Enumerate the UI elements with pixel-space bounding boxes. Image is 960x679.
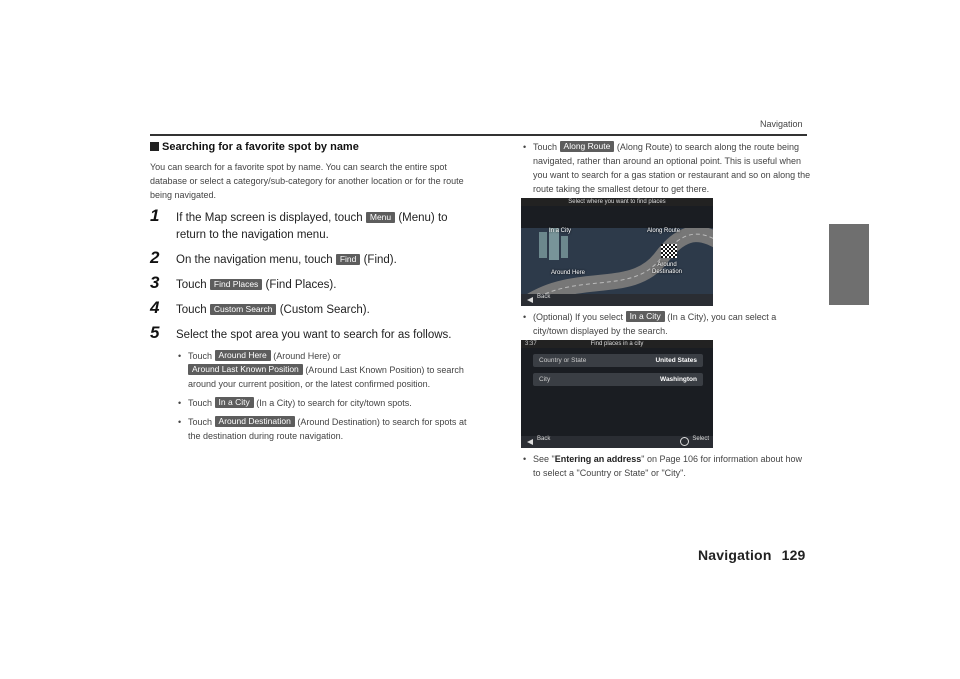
option-around-destination: • Touch Around Destination (Around Destination) to search for spots at the destination during route navigation. xyxy=(176,415,470,443)
custom-search-button: Custom Search xyxy=(210,304,277,315)
clock: 3:37 xyxy=(525,341,537,347)
optional-in-a-city: • (Optional) If you select In a City (In a City), you can select a city/town displayed by the search. xyxy=(521,310,811,338)
step-5: 5 Select the spot area you want to search for as follows. xyxy=(150,323,452,342)
section-title: Searching for a favorite spot by name xyxy=(150,140,470,154)
right-column xyxy=(521,140,811,480)
find-places-button: Find Places xyxy=(210,279,262,290)
screenshot-find-places-in-city xyxy=(521,340,713,448)
step-2: 2 On the navigation menu, touch Find (Find). xyxy=(150,248,397,267)
option-along-route: • Touch Along Route (Along Route) to search along the route being navigated, rather than around an optional point. This is useful when you want to search for a gas station or restaurant and so on along the route taking the smallest detour to get there. xyxy=(521,140,811,196)
around-last-known-position-button: Around Last Known Position xyxy=(188,364,303,375)
page-footer xyxy=(698,547,806,563)
label-in-a-city: In a City xyxy=(549,228,572,234)
find-button: Find xyxy=(336,254,361,265)
footer-section: Navigation xyxy=(698,547,772,563)
section-intro: You can search for a favorite spot by name. You can search the entire spot database or select a category/sub-category for another location or for the route being navigated. xyxy=(150,162,464,200)
see-entering-address: • See "Entering an address" on Page 106 for information about how to select a "Country or State" or "City". xyxy=(521,452,811,480)
step-5-options xyxy=(150,349,470,443)
back-label-2: Back xyxy=(537,436,551,442)
page-number: 129 xyxy=(781,547,806,563)
label-around-here: Around Here xyxy=(551,270,586,276)
checkered-flag-icon xyxy=(661,244,677,258)
menu-button: Menu xyxy=(366,212,395,223)
square-bullet-icon xyxy=(150,142,159,151)
header-rule xyxy=(150,134,807,136)
step-1: 1 If the Map screen is displayed, touch Menu (Menu) to return to the navigation menu. xyxy=(150,206,448,241)
back-arrow-icon xyxy=(527,297,533,303)
around-destination-button: Around Destination xyxy=(215,416,295,427)
in-a-city-button-2: In a City xyxy=(626,311,665,322)
select-icon xyxy=(680,437,689,446)
in-a-city-button: In a City xyxy=(215,397,254,408)
label-around-destination: Around Destination xyxy=(651,262,683,275)
step-3: 3 Touch Find Places (Find Places). xyxy=(150,273,337,292)
select-label: Select xyxy=(692,436,709,442)
screen2-title: Find places in a city xyxy=(521,340,713,348)
back-arrow-icon-2 xyxy=(527,439,533,445)
left-column xyxy=(150,140,470,443)
label-along-route: Along Route xyxy=(647,228,681,234)
chapter-tab xyxy=(829,224,869,305)
screen-title: Select where you want to find places xyxy=(521,198,713,206)
step-4: 4 Touch Custom Search (Custom Search). xyxy=(150,298,370,317)
option-around-here: • Touch Around Here (Around Here) or Around Last Known Position (Around Last Known Position) to search around your current position, or the latest confirmed position. xyxy=(176,349,470,391)
screenshot-find-places-area xyxy=(521,198,713,306)
along-route-button: Along Route xyxy=(560,141,615,152)
back-label: Back xyxy=(537,294,551,300)
country-row: Country or State United States xyxy=(533,354,703,367)
running-header: Navigation xyxy=(760,119,803,129)
option-in-a-city: • Touch In a City (In a City) to search for city/town spots. xyxy=(176,396,470,410)
around-here-button: Around Here xyxy=(215,350,271,361)
city-row: City Washington xyxy=(533,373,703,386)
